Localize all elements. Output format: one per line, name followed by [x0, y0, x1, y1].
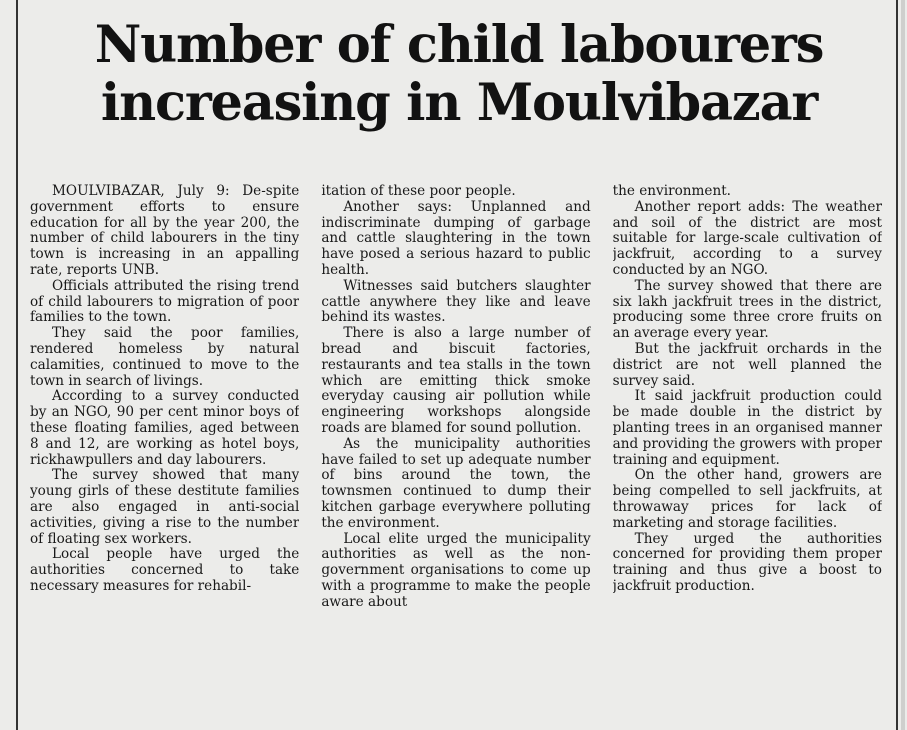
article-column-1 [30, 184, 299, 720]
paragraph: Local people have urged the authorities concerned to take necessary measures for rehabil- [30, 546, 300, 594]
right-column-rule [896, 0, 898, 730]
paragraph: On the other hand, growers are being compelled to sell jackfruits, at throwaway prices for lack of marketing and storage facilities. [612, 467, 882, 531]
paragraph: According to a survey conducted by an NGO, 90 per cent minor boys of these floating families, aged between 8 and 12, are working as hotel boys, rickhawpullers and day labourers. [30, 388, 300, 468]
article-body [30, 184, 882, 720]
paragraph: They urged the authorities concerned for providing them proper training and thus give a boost to jackfruit production. [612, 530, 882, 594]
paragraph: There is also a large number of bread and biscuit factories, restaurants and tea stalls in the town which are emitting thick smoke everyday causing air pollution while engineering workshops alongside roads are blamed for sound pollution. [321, 325, 591, 436]
article-column-3 [613, 184, 882, 720]
paragraph: The survey showed that there are six lakh jackfruit trees in the district, producing some three crore fruits on an average every year. [612, 277, 882, 342]
article-column-2 [321, 184, 590, 720]
headline-line-2: increasing in Moulvibazar [100, 73, 818, 133]
paragraph: Witnesses said butchers slaughter cattle anywhere they like and leave behind its wastes. [321, 277, 591, 326]
dateline: MOULVIBAZAR, July 9: [52, 184, 230, 199]
paragraph: the environment. [612, 184, 731, 199]
paragraph: They said the poor families, rendered homeless by natural calamities, continued to move to the town in search of livings. [30, 325, 300, 389]
headline [26, 16, 892, 132]
paragraph: itation of these poor people. [321, 184, 516, 199]
paragraph: Local elite urged the municipality authorities as well as the non-government organisations to come up with a programme to make the people aware about [321, 530, 591, 610]
paragraph: The survey showed that many young girls of these destitute families are also engaged in anti-social activities, giving a rise to the number of floating sex workers. [30, 467, 300, 547]
paragraph: Officials attributed the rising trend of child labourers to migration of poor families to the town. [30, 277, 300, 326]
paragraph: It said jackfruit production could be made double in the district by planting trees in an organised manner and providing the growers with proper training and equipment. [612, 388, 882, 468]
paragraph: Another report adds: The weather and soil of the district are most suitable for large-scale cultivation of jackfruit, according to a survey conducted by an NGO. [612, 198, 882, 278]
right-page-edge [901, 0, 905, 730]
paragraph: Another says: Unplanned and indiscriminate dumping of garbage and cattle slaughtering in the town have posed a serious hazard to public health. [321, 198, 591, 278]
headline-line-1: Number of child labourers [94, 15, 824, 75]
paragraph: But the jackfruit orchards in the district are not well planned the survey said. [612, 340, 882, 389]
left-column-rule [16, 0, 18, 730]
paragraph [30, 184, 299, 279]
paragraph-text: De-spite government efforts to ensure education for all by the year 200, the number of child labourers in the tiny town is increasing in an appalling rate, reports UNB. [30, 184, 300, 278]
paragraph: As the municipality authorities have failed to set up adequate number of bins around the town, the townsmen continued to dump their kitchen garbage everywhere polluting the environment. [321, 435, 591, 531]
